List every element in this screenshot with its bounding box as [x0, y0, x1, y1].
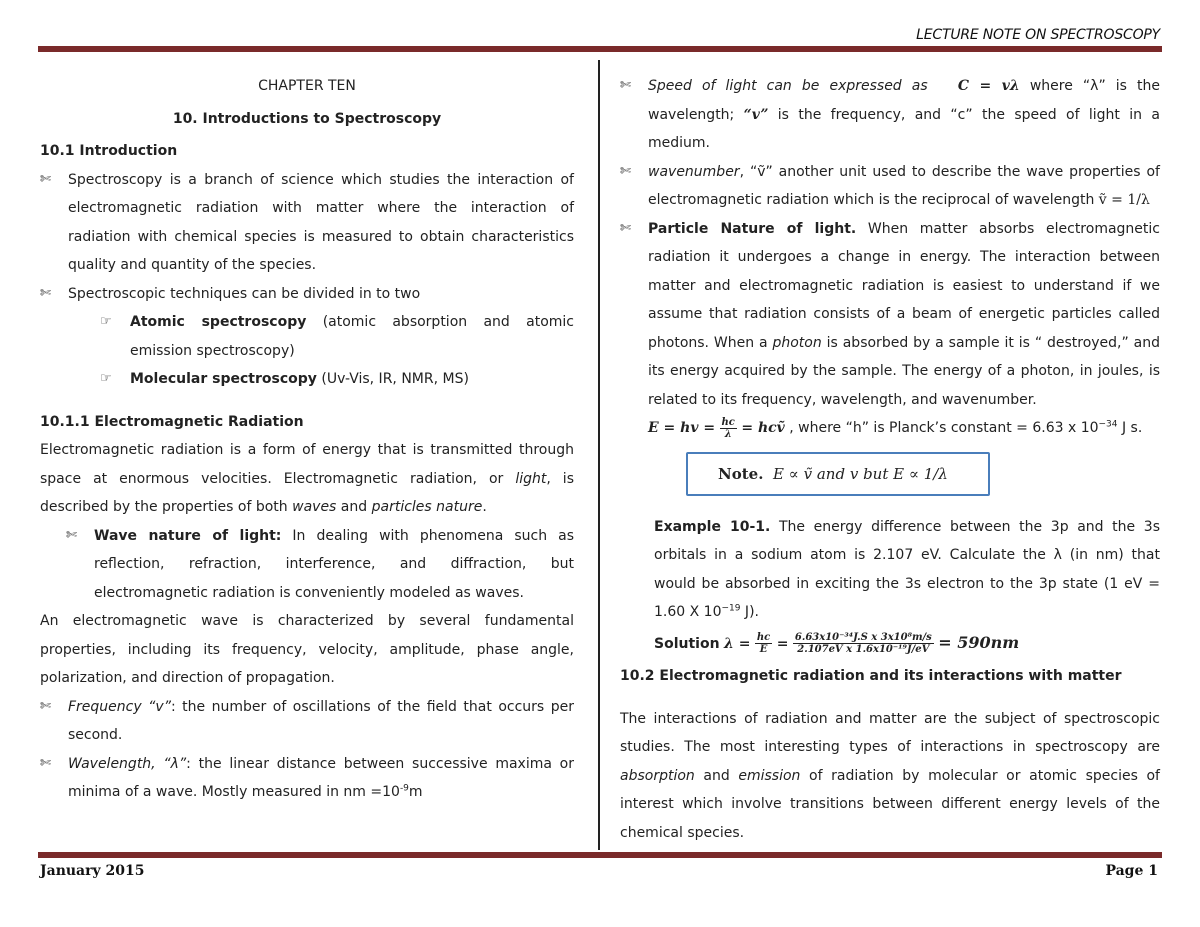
column-divider: [598, 60, 600, 850]
particle-bullet: ✄ Particle Nature of light. When matter absorbs electromagnetic radiation it undergoes a change in energy. The interaction between matter and electromagnetic radiation is easiest to understand if we assume that radiation consists of a beam of energetic particles called photons. When a photon is absorbed by a sample it is “ destroyed,” and its energy acquired by the sample. The energy of a photon, in joules, is related to its frequency, wavelength, and wavenumber.: [620, 215, 1160, 415]
note-box: Note. E ∝ ṽ and v but E ∝ 1/λ: [686, 452, 990, 496]
scissors-bullet-icon: ✄: [40, 285, 51, 301]
chapter-title: CHAPTER TEN: [258, 78, 356, 94]
section-title: 10. Introductions to Spectroscopy: [172, 110, 442, 127]
scissors-bullet-icon: ✄: [40, 755, 51, 771]
footer-rule: [38, 852, 1162, 858]
em-paragraph: Electromagnetic radiation is a form of energy that is transmitted through space at enormous velocities. Electromagnetic radiation, or light, is described by the properties of both waves and particles nature.: [40, 442, 574, 515]
intro-bullet: ✄ Spectroscopic techniques can be divided in to two: [40, 280, 574, 309]
speed-bullet: ✄ Speed of light can be expressed as C = vλ where “λ” is the wavelength; “v” is the frequency, and “c” the speed of light in a medium.: [620, 72, 1160, 158]
pointing-hand-icon: ☞: [100, 314, 112, 329]
speed-formula: C = vλ: [957, 78, 1020, 94]
wavelength-bullet: ✄ Wavelength, “λ”: the linear distance between successive maxima or minima of a wave. Mostly measured in nm $=10^{-9}m$: [40, 750, 574, 807]
scissors-bullet-icon: ✄: [620, 220, 631, 236]
wavenumber-bullet: ✄ wavenumber, “ṽ” another unit used to describe the wave properties of electromagnetic radiation which is the reciprocal of wavelength ṽ = 1/λ: [620, 158, 1160, 215]
scissors-bullet-icon: ✄: [620, 78, 631, 93]
example-paragraph: Example 10-1. The energy difference between the 3p and the 3s orbitals in a sodium atom is 2.107 eV. Calculate the λ (in nm) that would be absorbed in exciting the 3s electron to the 3p state (1 eV = 1.60 X $10^{-19}$ J).: [654, 518, 1160, 620]
footer-date: January 2015: [40, 863, 145, 879]
scissors-bullet-icon: ✄: [40, 171, 51, 187]
wavenumber-formula: ṽ = 1/λ: [1098, 192, 1150, 208]
section-2-heading: 10.2 Electromagnetic radiation and its interactions with matter: [620, 668, 1122, 684]
solution-fraction: $\frac{\text{6.63x10⁻³⁴J.S x 3x10⁸m/s}}{\text{2.107eV x 1.6x10⁻¹⁹J/eV}}$: [794, 632, 932, 655]
wave-bullet: ✄ Wave nature of light: In dealing with phenomena such as reflection, refraction, interference, and diffraction, but electromagnetic radiation is conveniently modeled as waves.: [66, 522, 574, 608]
em-heading: 10.1.1 Electromagnetic Radiation: [40, 413, 304, 430]
scissors-bullet-icon: ✄: [620, 163, 631, 179]
pointing-hand-icon: ☞: [100, 371, 112, 386]
solution-equation: Solution λ = $\frac{hc}{E}$ = $\frac{\text{6.63x10⁻³⁴J.S x 3x10⁸m/s}}{\text{2.107eV x 1.6x10⁻¹⁹J/eV}}$ = 590nm: [654, 632, 1020, 655]
em-paragraph-2: An electromagnetic wave is characterized by several fundamental properties, including its frequency, velocity, amplitude, phase angle, polarization, and direction of propagation.: [40, 613, 574, 686]
frequency-bullet: ✄ Frequency “v”: the number of oscillations of the field that occurs per second.: [40, 693, 574, 750]
left-column: [40, 70, 574, 807]
intro-bullet: ✄ Spectroscopy is a branch of science which studies the interaction of electromagnetic radiation with matter where the interaction of radiation with chemical species is measured to obtain characteristics quality and quantity of the species.: [40, 166, 574, 280]
scissors-bullet-icon: ✄: [66, 527, 77, 543]
energy-equation: E = hv = $\frac{hc}{\lambda}$ = hcṽ , where “h” is Planck’s constant = 6.63 x $10^{-34}$ J s.: [648, 416, 1143, 440]
footer-page-number: Page 1: [1105, 863, 1158, 879]
scissors-bullet-icon: ✄: [40, 698, 51, 714]
intro-heading: 10.1 Introduction: [40, 143, 178, 159]
header-title: LECTURE NOTE ON SPECTROSCOPY: [916, 27, 1160, 43]
sub-bullet: ☞ Atomic spectroscopy (atomic absorption and atomic emission spectroscopy): [100, 308, 574, 365]
sub-bullet: ☞ Molecular spectroscopy (Uv-Vis, IR, NMR, MS): [100, 365, 574, 394]
section-2-paragraph: The interactions of radiation and matter are the subject of spectroscopic studies. The most interesting types of interactions in spectroscopy are absorption and emission of radiation by molecular or atomic species of interest which involve transitions between different energy levels of the chemical species.: [620, 710, 1160, 841]
header-rule: [38, 46, 1162, 52]
energy-fraction: $\frac{hc}{\lambda}$: [721, 416, 735, 440]
